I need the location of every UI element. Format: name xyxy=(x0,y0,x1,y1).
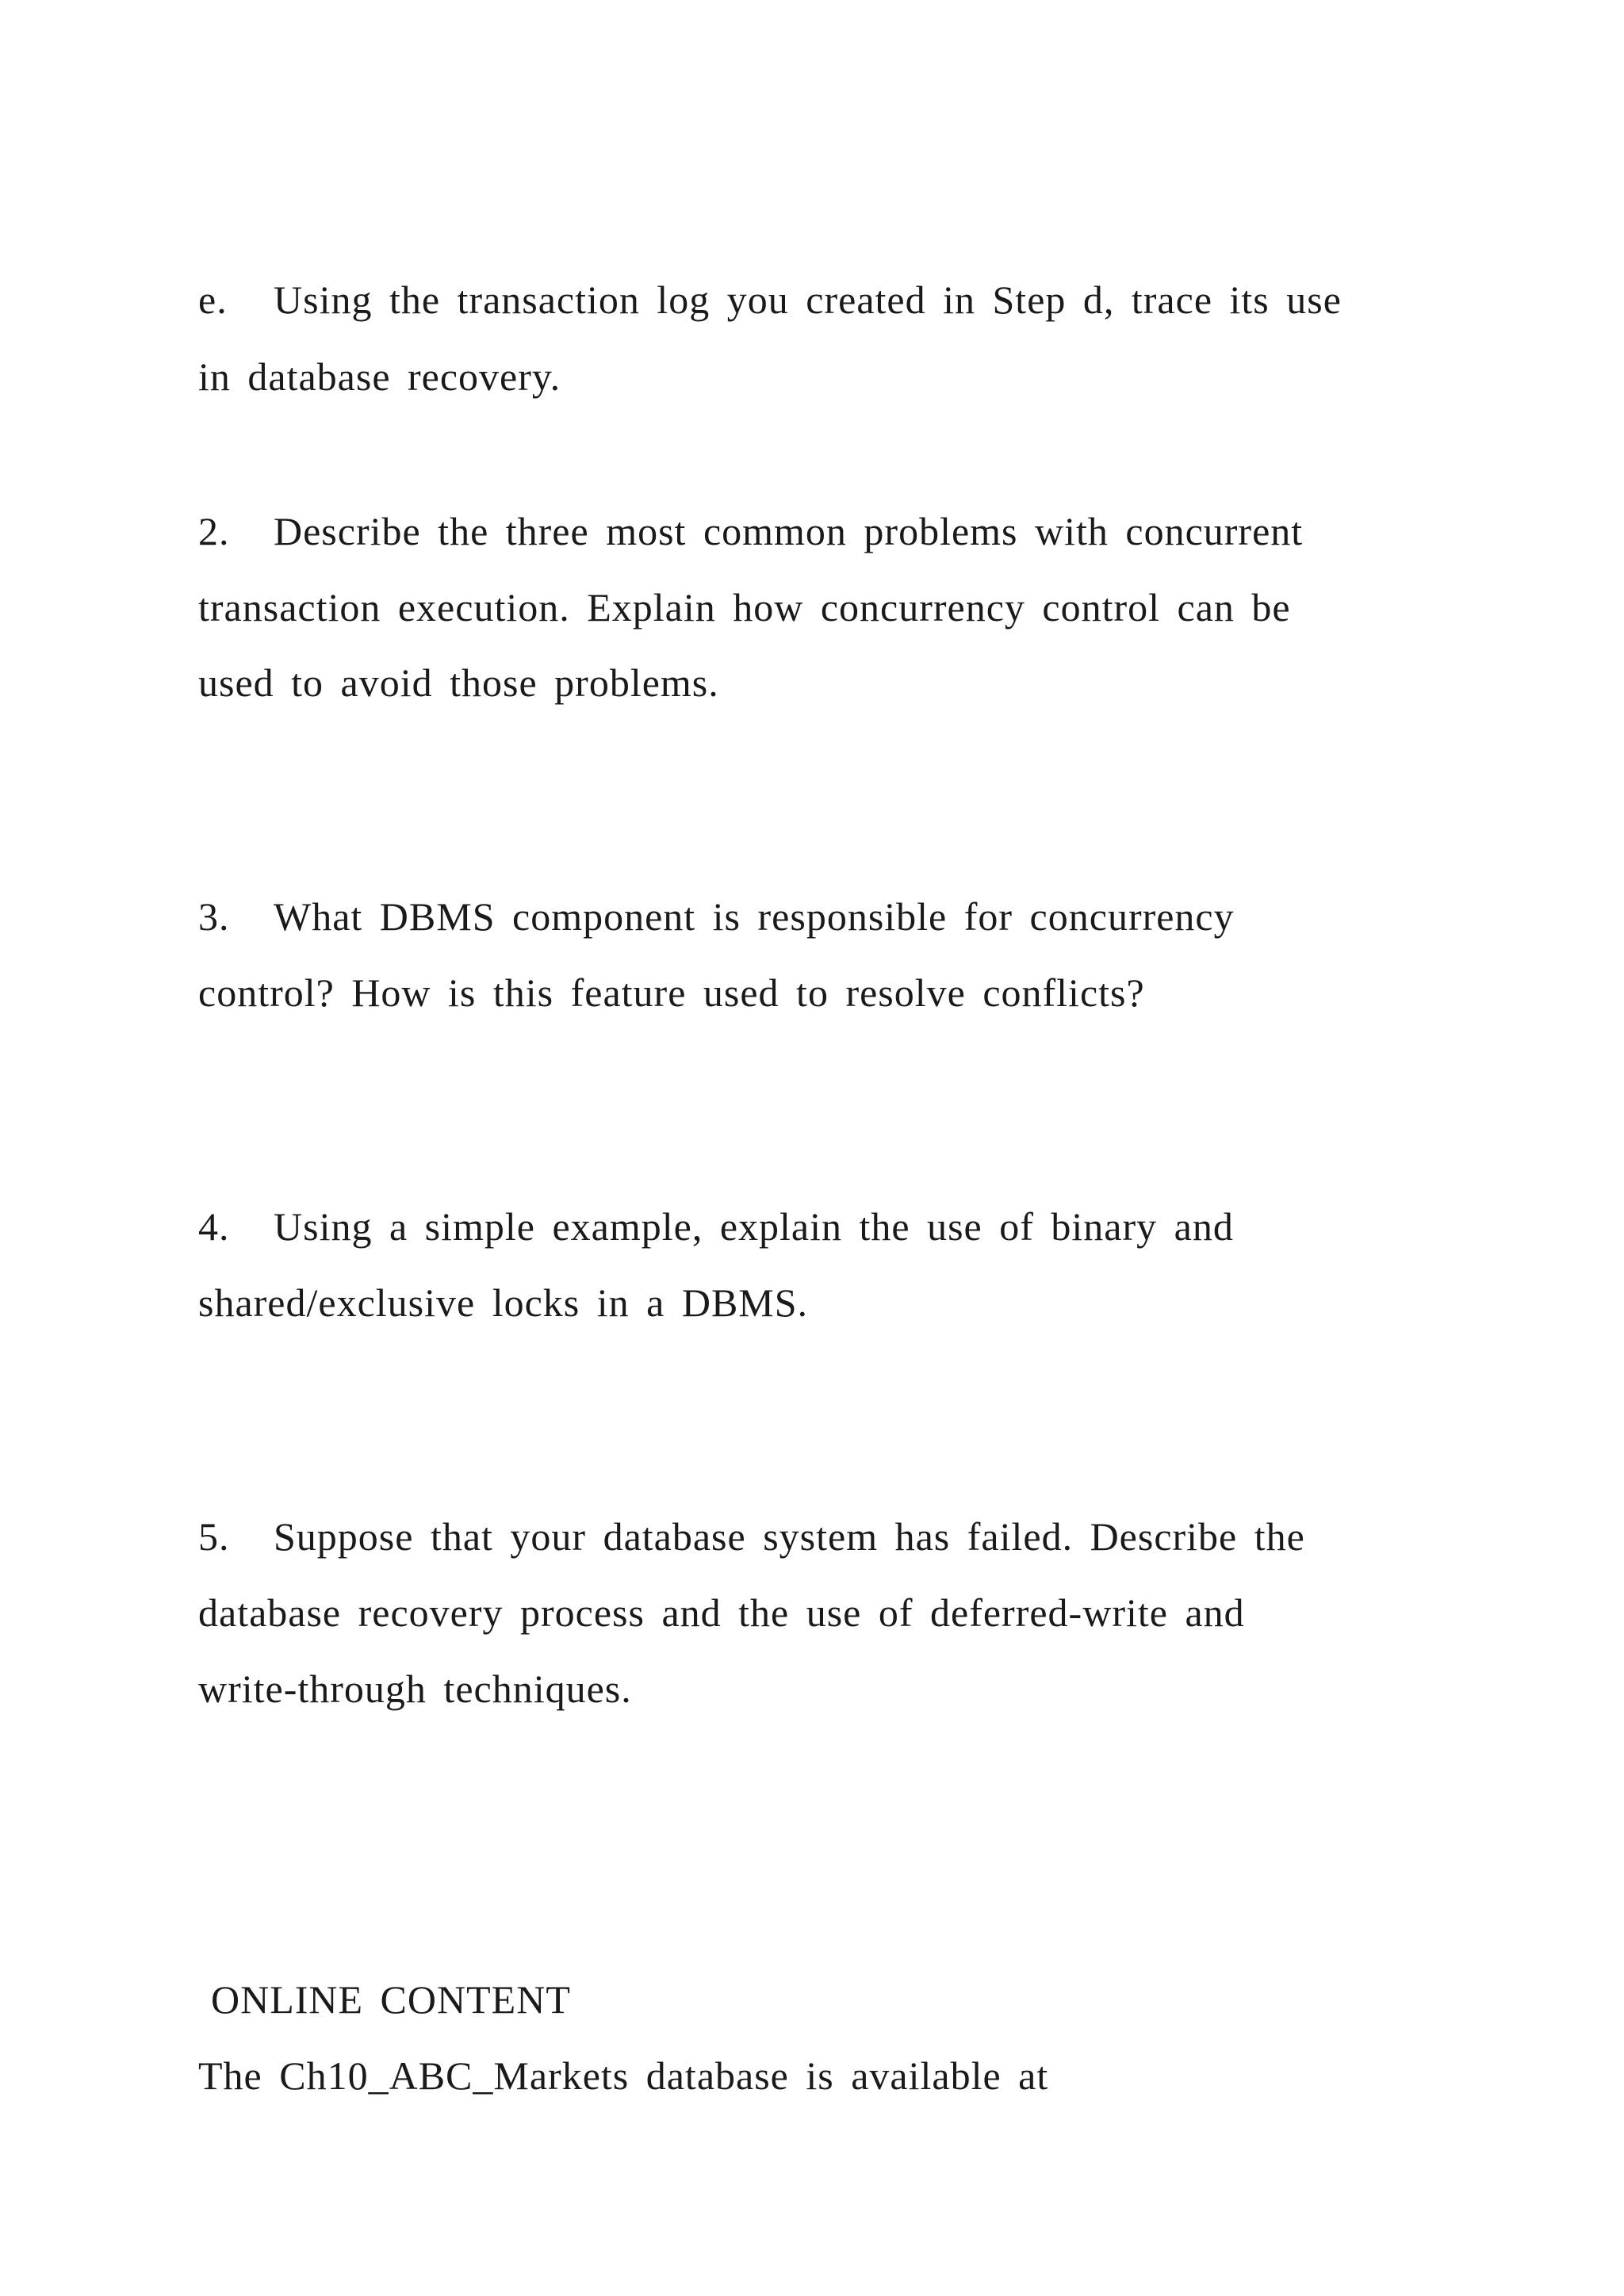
question-4-marker: 4. xyxy=(198,1204,230,1249)
question-2-marker: 2. xyxy=(198,509,230,553)
question-5-line-3: write-through techniques. xyxy=(198,1667,632,1711)
question-3-marker: 3. xyxy=(198,894,230,939)
question-5-line-2: database recovery process and the use of deferred-write and xyxy=(198,1590,1245,1635)
question-2-line-3: used to avoid those problems. xyxy=(198,660,719,705)
question-4-text-1: Using a simple example, explain the use of binary and xyxy=(274,1204,1234,1249)
online-content-heading: ONLINE CONTENT xyxy=(211,1977,571,2022)
question-4-line-1 xyxy=(198,1203,1234,1250)
question-3-line-1 xyxy=(198,893,1235,940)
item-e-line-1 xyxy=(198,276,1342,323)
question-3-line-2: control? How is this feature used to resolve conflicts? xyxy=(198,970,1145,1015)
question-2-line-1 xyxy=(198,507,1303,555)
question-5-line-1 xyxy=(198,1513,1305,1560)
item-e-marker: e. xyxy=(198,277,228,322)
item-e-text-1: Using the transaction log you created in Step d, trace its use xyxy=(274,277,1342,322)
question-5-marker: 5. xyxy=(198,1514,230,1559)
question-2-text-1: Describe the three most common problems with concurrent xyxy=(274,509,1304,553)
question-2-line-2: transaction execution. Explain how concurrency control can be xyxy=(198,585,1291,629)
question-3-text-1: What DBMS component is responsible for concurrency xyxy=(274,894,1235,939)
item-e-line-2: in database recovery. xyxy=(198,354,561,399)
question-4-line-2: shared/exclusive locks in a DBMS. xyxy=(198,1280,809,1325)
question-5-text-1: Suppose that your database system has failed. Describe the xyxy=(274,1514,1305,1559)
online-content-text: The Ch10_ABC_Markets database is available at xyxy=(198,2053,1049,2098)
